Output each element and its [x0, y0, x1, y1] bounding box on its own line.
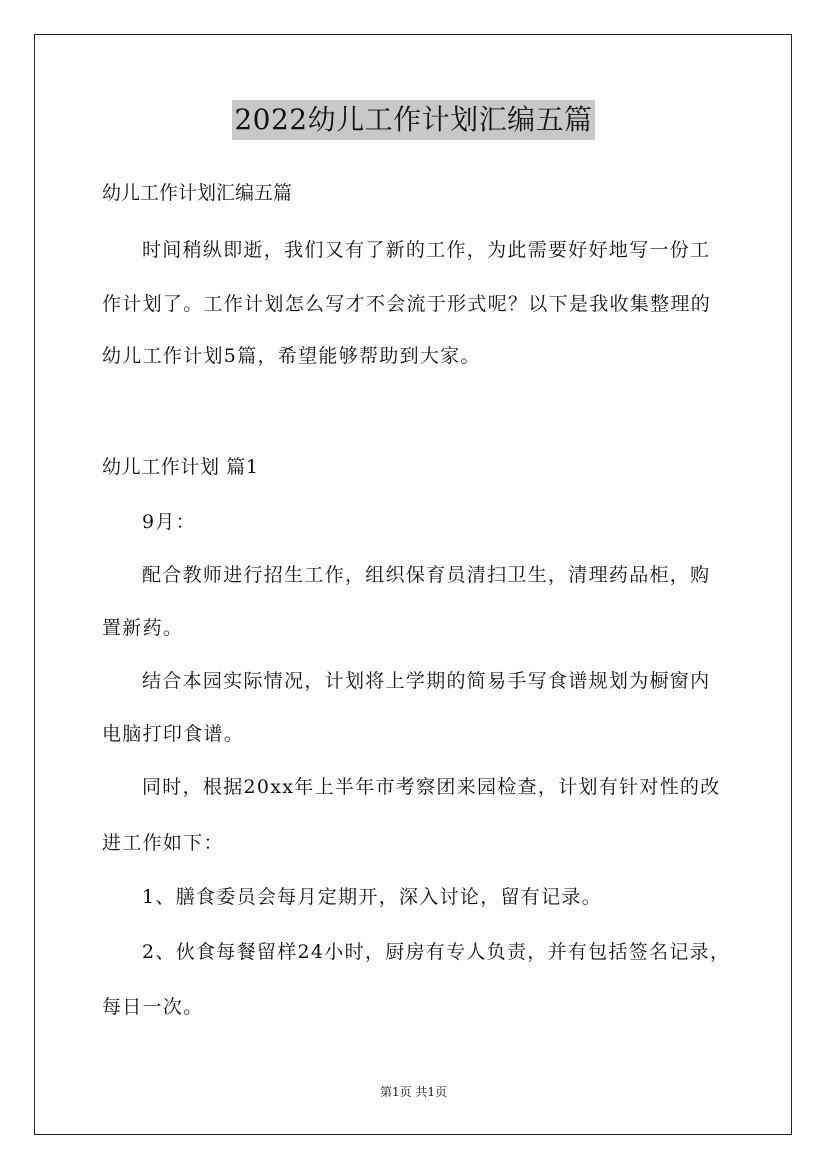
item2-line-2: 电脑打印食谱。 — [102, 723, 245, 745]
item3-line-1: 同时，根据20xx年上半年市考察团来园检查，计划有针对性的改 — [142, 776, 721, 798]
title-container — [0, 100, 827, 140]
document-title: 2022幼儿工作计划汇编五篇 — [232, 100, 594, 140]
intro-line-3: 幼儿工作计划5篇，希望能够帮助到大家。 — [102, 345, 481, 367]
section-heading: 幼儿工作计划 篇1 — [102, 456, 259, 478]
document-subtitle: 幼儿工作计划汇编五篇 — [102, 182, 293, 204]
intro-line-1: 时间稍纵即逝，我们又有了新的工作，为此需要好好地写一份工 — [142, 239, 711, 261]
list-item-2-line-1: 2、伙食每餐留样24小时，厨房有专人负责，并有包括签名记录， — [142, 941, 731, 963]
intro-line-2: 作计划了。工作计划怎么写才不会流于形式呢？以下是我收集整理的 — [102, 293, 712, 315]
month-label: 9月： — [142, 511, 196, 533]
list-item-2-line-2: 每日一次。 — [102, 996, 204, 1018]
item3-line-2: 进工作如下： — [102, 832, 224, 854]
item1-line-1: 配合教师进行招生工作，组织保育员清扫卫生，清理药品柜，购 — [142, 564, 711, 586]
list-item-1: 1、膳食委员会每月定期开，深入讨论，留有记录。 — [142, 886, 602, 908]
item2-line-1: 结合本园实际情况，计划将上学期的简易手写食谱规划为橱窗内 — [142, 670, 711, 692]
item1-line-2: 置新药。 — [102, 617, 184, 639]
page-footer: 第1页 共1页 — [379, 1085, 448, 1099]
